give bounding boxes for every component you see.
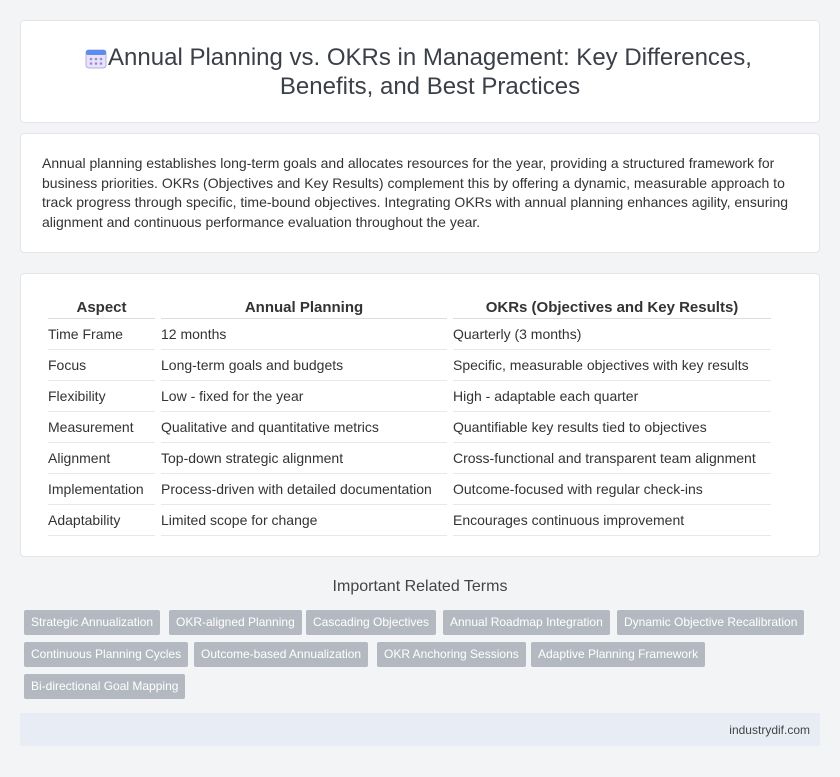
- cell-annual: Qualitative and quantitative metrics: [161, 412, 447, 443]
- table-header-row: [48, 295, 771, 319]
- cell-okr: Specific, measurable objectives with key results: [453, 350, 771, 381]
- related-tag[interactable]: OKR Anchoring Sessions: [377, 642, 526, 667]
- cell-okr: Encourages continuous improvement: [453, 505, 771, 536]
- table-row: [48, 350, 771, 381]
- related-tag[interactable]: Cascading Objectives: [306, 610, 436, 635]
- related-terms-heading: Important Related Terms: [332, 578, 508, 595]
- cell-annual: Top-down strategic alignment: [161, 443, 447, 474]
- comparison-table: [42, 295, 777, 536]
- cell-annual: 12 months: [161, 319, 447, 350]
- cell-aspect: Measurement: [48, 412, 155, 443]
- cell-okr: Cross-functional and transparent team alignment: [453, 443, 771, 474]
- table-row: [48, 443, 771, 474]
- cell-annual: Long-term goals and budgets: [161, 350, 447, 381]
- related-tag[interactable]: Annual Roadmap Integration: [443, 610, 610, 635]
- cell-aspect: Adaptability: [48, 505, 155, 536]
- page-title: Annual Planning vs. OKRs in Management: Key Differences, Benefits, and Best Practices: [108, 44, 752, 100]
- cell-aspect: Focus: [48, 350, 155, 381]
- related-tag[interactable]: Adaptive Planning Framework: [531, 642, 705, 667]
- related-tag[interactable]: Outcome-based Annualization: [194, 642, 368, 667]
- table-row: [48, 505, 771, 536]
- header-annual-planning: Annual Planning: [161, 295, 447, 319]
- table-row: [48, 381, 771, 412]
- related-tag[interactable]: Strategic Annualization: [24, 610, 160, 635]
- related-tag[interactable]: Bi-directional Goal Mapping: [24, 674, 185, 699]
- comparison-table-card: [20, 273, 820, 557]
- footer: [20, 713, 820, 746]
- header-okrs: OKRs (Objectives and Key Results): [453, 295, 771, 319]
- cell-okr: Quarterly (3 months): [453, 319, 771, 350]
- cell-okr: Outcome-focused with regular check-ins: [453, 474, 771, 505]
- cell-aspect: Time Frame: [48, 319, 155, 350]
- cell-okr: Quantifiable key results tied to objectives: [453, 412, 771, 443]
- cell-annual: Process-driven with detailed documentation: [161, 474, 447, 505]
- header-aspect: Aspect: [48, 295, 155, 319]
- cell-annual: Limited scope for change: [161, 505, 447, 536]
- related-tag[interactable]: OKR-aligned Planning: [169, 610, 302, 635]
- footer-site[interactable]: industrydif.com: [729, 723, 810, 737]
- table-row: [48, 474, 771, 505]
- related-tag[interactable]: Dynamic Objective Recalibration: [617, 610, 804, 635]
- table-row: [48, 319, 771, 350]
- cell-aspect: Implementation: [48, 474, 155, 505]
- cell-annual: Low - fixed for the year: [161, 381, 447, 412]
- cell-aspect: Alignment: [48, 443, 155, 474]
- intro-paragraph: Annual planning establishes long-term goals and allocates resources for the year, providing a structured framework for business priorities. OKRs (Objectives and Key Results) complement this by offering a dynamic, measurable approach to track progress through specific, time-bound objectives. Integrating OKRs with annual planning enhances agility, ensuring alignment and continuous performance evaluation throughout the year.: [42, 155, 789, 230]
- related-tag[interactable]: Continuous Planning Cycles: [24, 642, 188, 667]
- intro-card: [20, 133, 820, 253]
- title-card: [20, 20, 820, 123]
- table-row: [48, 412, 771, 443]
- cell-aspect: Flexibility: [48, 381, 155, 412]
- cell-okr: High - adaptable each quarter: [453, 381, 771, 412]
